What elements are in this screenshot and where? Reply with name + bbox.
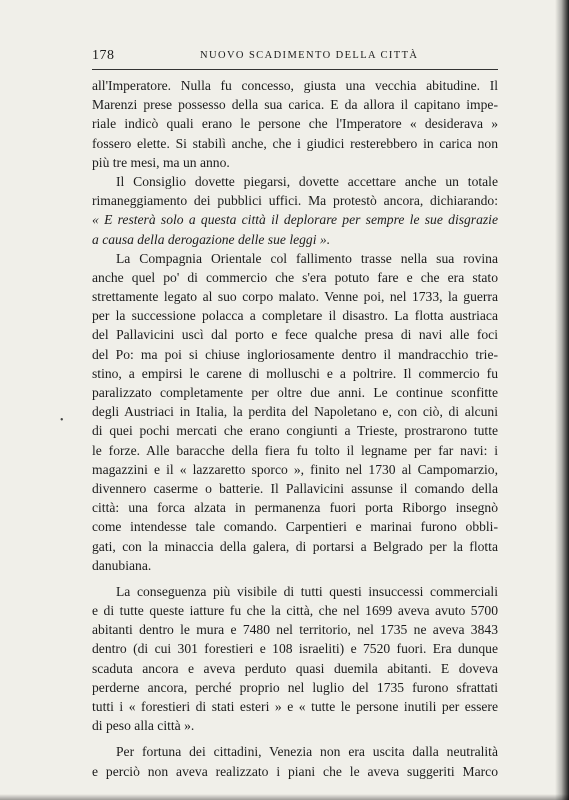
text-line: tutti i « forestieri di stati esteri » e « tutte le persone inutili per essere	[92, 699, 498, 714]
paragraph	[92, 249, 498, 575]
text-line: Per fortuna dei cittadini, Venezia non era uscita dalla neutralità	[116, 744, 498, 760]
text-line: di peso alla città ».	[92, 718, 195, 734]
text-line: Il Consiglio dovette piegarsi, dovette accettare anche un totale	[116, 173, 498, 189]
paragraph	[92, 172, 498, 249]
text-line: fossero elette. Si stabilì anche, che i giudici resterebbero in carica non	[92, 135, 498, 151]
margin-mark: •	[60, 415, 64, 426]
text-line: La Compagnia Orientale col fallimento trasse nella sua rovina	[116, 250, 498, 266]
header-rule	[92, 69, 498, 70]
paragraph	[92, 76, 498, 172]
text-line: del Po: ma poi si chiuse ingloriosamente dentro il mandracchio trie-	[92, 346, 498, 362]
text-line: danubiana.	[92, 557, 152, 573]
paragraph-gap	[92, 735, 498, 742]
text-line: di quei pochi mercati che erano congiunti a Trieste, prostrarono tutte	[92, 423, 498, 439]
text-line: rimaneggiamento dei pubblici uffici. Ma protestò ancora, dichiarando:	[92, 193, 498, 209]
text-line: all'Imperatore. Nulla fu concesso, giusta una vecchia abitudine. Il	[92, 78, 498, 93]
page-header	[92, 48, 498, 68]
text-line: divennero caserme o batterie. Il Pallavicini assunse il comando della	[92, 480, 498, 496]
page-bottom-shadow	[0, 794, 569, 800]
text-line: per la successione polacca a completare il disastro. La flotta austriaca	[92, 308, 498, 324]
page-number: 178	[92, 48, 115, 63]
text-line: anche quel po' di commercio che s'era potuto fare e che era stato	[92, 269, 498, 285]
text-line: perderne ancora, perché proprio nel luglio del 1735 furono sfrattati	[92, 679, 498, 695]
text-line: gati, con la minaccia della galera, di portarsi a Belgrado per la flotta	[92, 538, 498, 554]
text-line: più tre mesi, ma un anno.	[92, 154, 230, 170]
paragraph	[92, 582, 498, 736]
quoted-text-line: a causa della derogazione delle sue leggi ».	[92, 231, 331, 247]
text-line: strettamente legato al suo corpo malato. Venne poi, nel 1733, la guerra	[92, 289, 498, 305]
running-title: NUOVO SCADIMENTO DELLA CITTÀ	[200, 50, 419, 61]
paragraph	[92, 742, 498, 780]
text-line: come intendesse tale comando. Carpentieri e marinai furono obbli-	[92, 519, 498, 535]
text-line: scaduta ancora e aveva perduto quasi duemila abitanti. E doveva	[92, 660, 498, 676]
text-line: abitanti dentro le mura e 7480 nel territorio, nel 1735 ne aveva 3843	[92, 622, 498, 638]
page-edge-shadow	[555, 0, 569, 800]
quoted-text-line: « E resterà solo a questa città il deplorare per sempre le sue disgrazie	[92, 212, 498, 228]
text-line: stino, a empirsi le carene di molluschi e a poltrire. Il commercio fu	[92, 365, 498, 381]
text-line: degli Austriaci in Italia, la perdita del Napoletano e, con ciò, di alcuni	[92, 404, 498, 420]
text-line: Marenzi prese possesso della sua carica. E da allora il capitano impe-	[92, 97, 498, 113]
text-line: e perciò non aveva realizzato i piani che le aveva suggeriti Marco	[92, 763, 498, 779]
text-line: le forze. Alle baracche della fiera fu tolto il legname per far navi: i	[92, 442, 498, 458]
text-line: riale indicò quali erano le persone che l'Imperatore « desiderava »	[92, 116, 498, 132]
text-line: La conseguenza più visibile di tutti questi insuccessi commerciali	[116, 583, 498, 599]
paragraph-gap	[92, 575, 498, 582]
text-line: dentro (di cui 301 forestieri e 108 israeliti) e 7520 fuori. Era dunque	[92, 641, 498, 657]
text-line: paralizzato completamente per oltre due anni. Le continue sconfitte	[92, 385, 498, 400]
text-line: e di tutte queste iatture fu che la città, che nel 1699 aveva avuto 5700	[92, 603, 498, 619]
text-line: del Pallavicini uscì dal porto e fece qualche presa di navi alle foci	[92, 327, 498, 343]
text-line: magazzini e il « lazzaretto sporco », finito nel 1730 al Campomarzio,	[92, 461, 498, 477]
text-line: città: una forca alzata in permanenza fuori porta Riborgo insegnò	[92, 500, 498, 516]
page-body	[92, 76, 498, 781]
